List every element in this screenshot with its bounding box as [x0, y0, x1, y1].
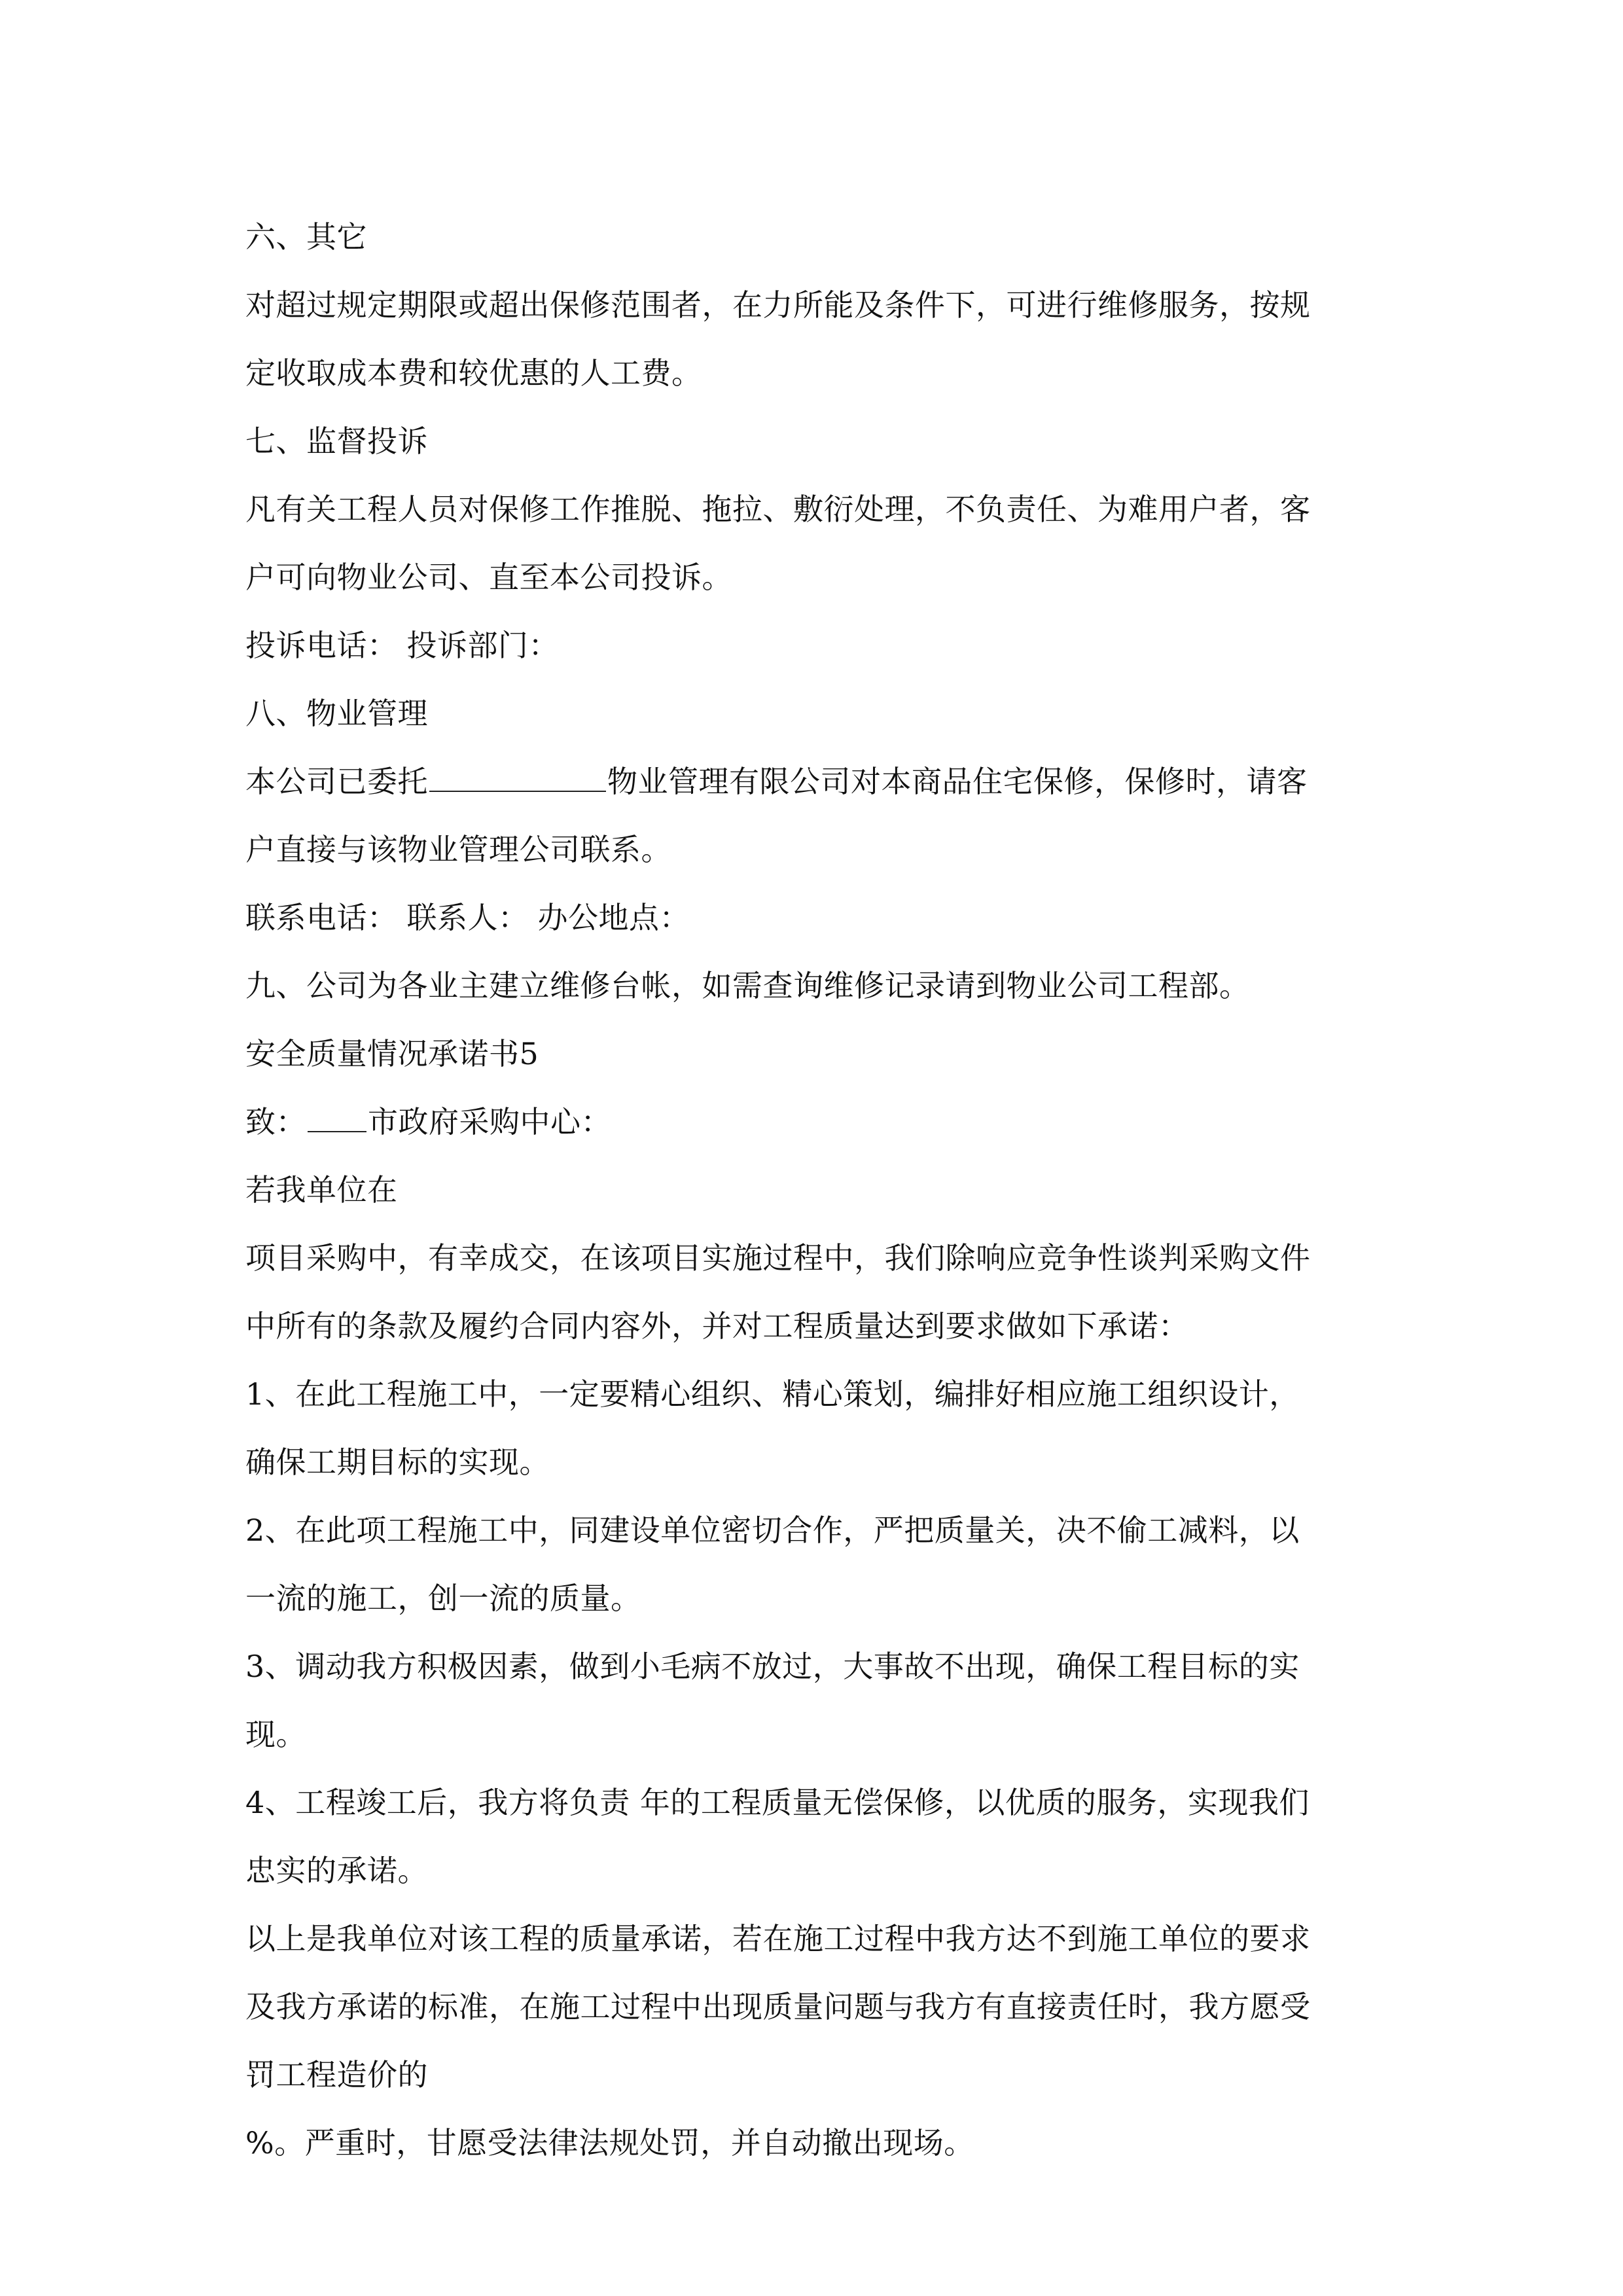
- section-8-text-before-blank: 本公司已委托: [245, 764, 428, 799]
- document-body: [245, 203, 1397, 2177]
- property-contact-line: [245, 884, 1397, 952]
- commitment-4-line-2: 忠实的承诺。: [245, 1853, 428, 1888]
- commitment-1-line-2: 确保工期目标的实现。: [245, 1444, 550, 1480]
- complaint-phone-label: 投诉电话：: [245, 628, 398, 663]
- office-location-label: 办公地点：: [537, 900, 690, 935]
- section-6-heading: 六、其它: [245, 219, 367, 255]
- section-8-paragraph-line-2: 户直接与该物业管理公司联系。: [245, 832, 671, 867]
- property-company-blank: [429, 762, 606, 792]
- section-6-paragraph-line-1: 对超过规定期限或超出保修范围者，在力所能及条件下，可进行维修服务，按规: [245, 287, 1311, 323]
- commitment-2-line-1: 2、在此项工程施工中，同建设单位密切合作，严把质量关，决不偷工减料，以: [245, 1513, 1300, 1548]
- section-8-heading: 八、物业管理: [245, 696, 428, 731]
- commitment-3-line-1: 3、调动我方积极因素，做到小毛病不放过，大事故不出现，确保工程目标的实: [245, 1649, 1300, 1684]
- section-9-text: 九、公司为各业主建立维修台帐，如需查询维修记录请到物业公司工程部。: [245, 968, 1250, 1003]
- commitment-3-line-2: 现。: [245, 1717, 306, 1752]
- closing-line-2: 及我方承诺的标准，在施工过程中出现质量问题与我方有直接责任时，我方愿受: [245, 1989, 1311, 2024]
- closing-line-1: 以上是我单位对该工程的质量承诺，若在施工过程中我方达不到施工单位的要求: [245, 1921, 1311, 1956]
- document-5-title: 安全质量情况承诺书5: [245, 1036, 539, 1071]
- section-7-paragraph-line-2: 户可向物业公司、直至本公司投诉。: [245, 560, 732, 595]
- contact-phone-label: 联系电话：: [245, 900, 398, 935]
- commitment-2-line-2: 一流的施工，创一流的质量。: [245, 1581, 641, 1616]
- commitment-1-line-1: 1、在此工程施工中，一定要精心组织、精心策划，编排好相应施工组织设计，: [245, 1376, 1300, 1412]
- section-8-paragraph-line-1: [245, 747, 1397, 816]
- complaint-contact-line: [245, 611, 1397, 679]
- section-7-heading: 七、监督投诉: [245, 423, 428, 459]
- intro-line-2: 项目采购中，有幸成交，在该项目实施过程中，我们除响应竞争性谈判采购文件: [245, 1240, 1311, 1276]
- section-7-paragraph-line-1: 凡有关工程人员对保修工作推脱、拖拉、敷衍处理，不负责任、为难用户者，客: [245, 492, 1311, 527]
- section-8-text-after-blank: 物业管理有限公司对本商品住宅保修，保修时，请客: [607, 764, 1308, 799]
- closing-line-3: 罚工程造价的: [245, 2057, 428, 2092]
- complaint-dept-label: 投诉部门：: [406, 628, 559, 663]
- commitment-4-line-1: 4、工程竣工后，我方将负责 年的工程质量无偿保修，以优质的服务，实现我们: [245, 1785, 1310, 1820]
- intro-line-3: 中所有的条款及履约合同内容外，并对工程质量达到要求做如下承诺：: [245, 1308, 1189, 1344]
- contact-person-label: 联系人：: [406, 900, 529, 935]
- closing-line-4: %。严重时，甘愿受法律法规处罚，并自动撤出现场。: [245, 2125, 974, 2161]
- section-6-paragraph-line-2: 定收取成本费和较优惠的人工费。: [245, 355, 702, 391]
- city-blank: [308, 1102, 366, 1132]
- addressee-prefix: 致：: [245, 1104, 306, 1139]
- addressee-line: [245, 1088, 1397, 1156]
- addressee-suffix: 市政府采购中心：: [368, 1104, 611, 1139]
- intro-line-1: 若我单位在: [245, 1172, 398, 1208]
